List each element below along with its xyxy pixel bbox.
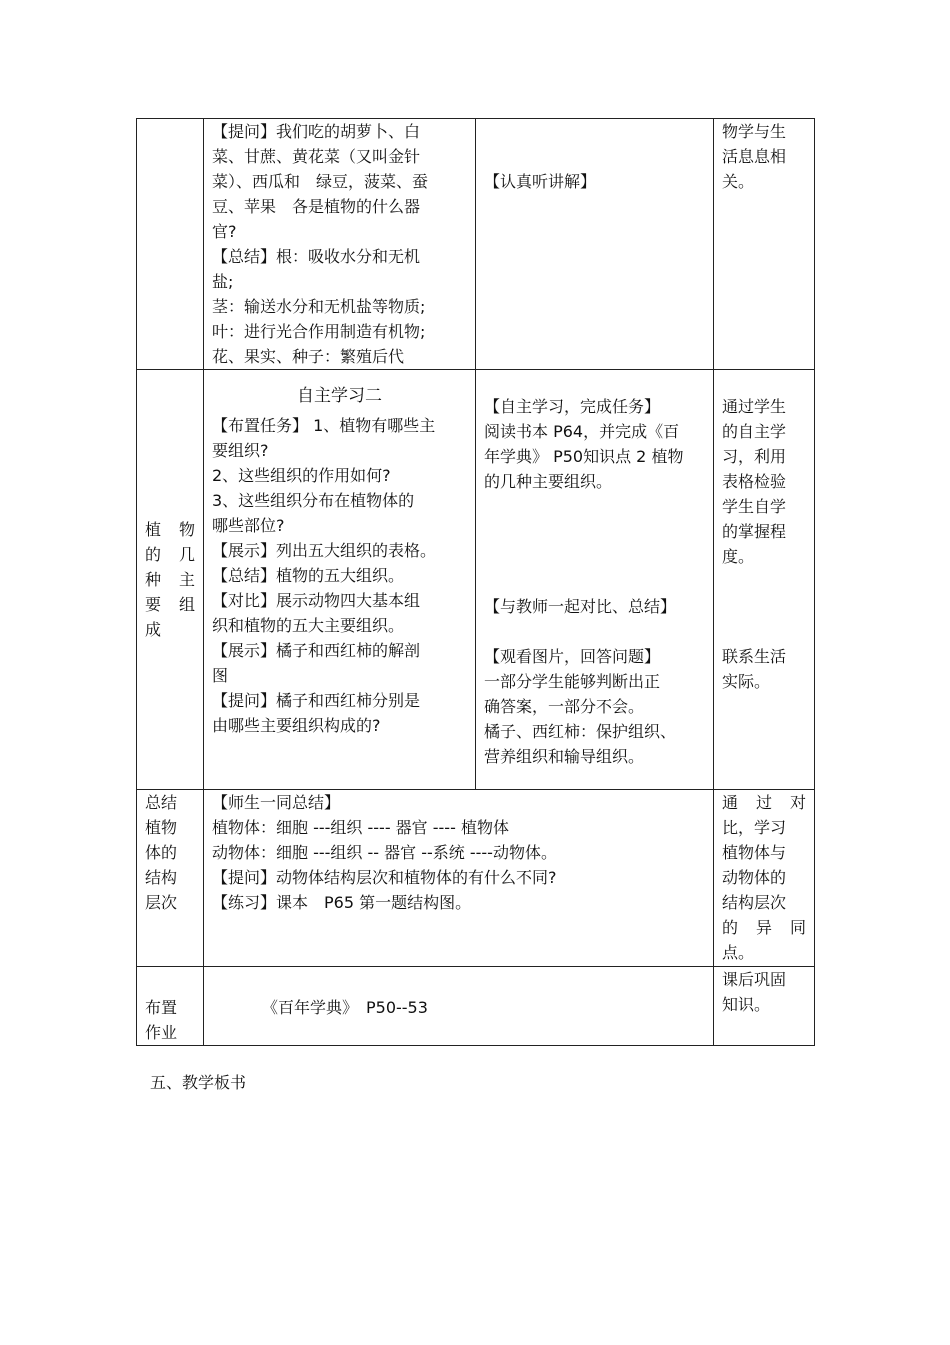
text-line: 通 过 对 — [722, 793, 806, 812]
text-line: 作业 — [145, 1023, 178, 1042]
text-line: 【布置任务】 1、植物有哪些主 — [212, 416, 436, 435]
text-line: 成 — [145, 620, 162, 639]
text-line: 要 组 — [145, 595, 195, 614]
text-line: 菜、甘蔗、黄花菜（又叫金针 — [212, 147, 421, 166]
text-line: 图 — [212, 666, 229, 685]
text-line: 知识。 — [722, 995, 771, 1014]
table-row — [137, 790, 815, 967]
teacher-activity-cell — [204, 370, 476, 790]
text-line: 【提问】橘子和西红柿分别是 — [212, 691, 421, 710]
section-label-cell — [137, 370, 204, 790]
text-line: 豆、苹果 各是植物的什么器 — [212, 197, 421, 216]
text-line: 【展示】列出五大组织的表格。 — [212, 541, 437, 560]
text-line: 一部分学生能够判断出正 — [484, 672, 661, 691]
table-row — [137, 967, 815, 1046]
lesson-plan-table — [136, 118, 815, 1046]
text-line: 表格检验 — [722, 472, 787, 491]
text-line: 植物体：细胞 ---组织 ---- 器官 ---- 植物体 — [212, 818, 509, 837]
text-line: 联系生活 — [722, 647, 787, 666]
text-line: 体的 — [145, 843, 178, 862]
text-line: 种 主 — [145, 570, 195, 589]
text-line: 课后巩固 — [722, 970, 787, 989]
text-line: 关。 — [722, 172, 755, 191]
text-line: 习，利用 — [722, 447, 787, 466]
design-purpose-cell — [714, 370, 815, 790]
text-line: 茎：输送水分和无机盐等物质; — [212, 297, 426, 316]
text-line: 的自主学 — [722, 422, 787, 441]
text-line: 官? — [212, 222, 237, 241]
text-line: 【总结】植物的五大组织。 — [212, 566, 405, 585]
table-row — [137, 370, 815, 790]
text-line: 结构层次 — [722, 893, 787, 912]
text-line: 的几种主要组织。 — [484, 472, 613, 491]
design-purpose-cell — [714, 967, 815, 1046]
section-label-cell — [137, 119, 204, 370]
text-line: 年学典》 P50知识点 2 植物 — [484, 447, 684, 466]
text-line: 的 几 — [145, 545, 195, 564]
text-line: 【提问】动物体结构层次和植物体的有什么不同? — [212, 868, 557, 887]
text-line: 【认真听讲解】 — [484, 172, 597, 191]
text-line: 总结 — [145, 793, 178, 812]
text-line: 动物体：细胞 ---组织 -- 器官 --系统 ----动物体。 — [212, 843, 557, 862]
text-line: 【自主学习，完成任务】 — [484, 397, 661, 416]
section-heading: 五、教学板书 — [150, 1073, 247, 1092]
text-line: 【提问】我们吃的胡萝卜、白 — [212, 122, 421, 141]
section-label-cell — [137, 790, 204, 967]
text-line: 2、这些组织的作用如何? — [212, 466, 391, 485]
text-line: 橘子、西红柿：保护组织、 — [484, 722, 677, 741]
text-line: 物学与生 — [722, 122, 787, 141]
text-line: 阅读书本 P64，并完成《百 — [484, 422, 680, 441]
text-line: 的掌握程 — [722, 522, 787, 541]
text-line: 叶：进行光合作用制造有机物; — [212, 322, 426, 341]
text-line: 通过学生 — [722, 397, 787, 416]
text-line: 【师生一同总结】 — [212, 793, 341, 812]
design-purpose-cell — [714, 119, 815, 370]
text-line: 由哪些主要组织构成的? — [212, 716, 381, 735]
text-line: 比，学习 — [722, 818, 787, 837]
text-line: 的 异 同 — [722, 918, 806, 937]
text-line: 【展示】橘子和西红柿的解剖 — [212, 641, 421, 660]
text-line: 实际。 — [722, 672, 771, 691]
text-line: 学生自学 — [722, 497, 787, 516]
section-label-cell — [137, 967, 204, 1046]
text-line: 【总结】根：吸收水分和无机 — [212, 247, 421, 266]
section-subtitle: 自主学习二 — [297, 386, 382, 406]
text-line: 营养组织和输导组织。 — [484, 747, 645, 766]
teacher-activity-cell — [204, 119, 476, 370]
text-line: 植物体与 — [722, 843, 787, 862]
text-line: 动物体的 — [722, 868, 787, 887]
text-line: 结构 — [145, 868, 178, 887]
text-line: 3、这些组织分布在植物体的 — [212, 491, 415, 510]
text-line: 哪些部位? — [212, 516, 285, 535]
text-line: 【与教师一起对比、总结】 — [484, 597, 677, 616]
summary-content-cell — [204, 790, 714, 967]
text-line: 【观看图片，回答问题】 — [484, 647, 661, 666]
text-line: 布置 — [145, 998, 178, 1017]
text-line: 点。 — [722, 943, 755, 962]
student-activity-cell — [476, 370, 714, 790]
text-line: 《百年学典》 P50--53 — [262, 998, 428, 1017]
text-line: 花、果实、种子：繁殖后代 — [212, 347, 405, 366]
text-line: 植 物 — [145, 520, 195, 539]
text-line: 织和植物的五大主要组织。 — [212, 616, 405, 635]
text-line: 层次 — [145, 893, 178, 912]
text-line: 要组织? — [212, 441, 269, 460]
text-line: 度。 — [722, 547, 755, 566]
text-line: 【练习】课本 P65 第一题结构图。 — [212, 893, 472, 912]
table-row — [137, 119, 815, 370]
text-line: 确答案，一部分不会。 — [484, 697, 645, 716]
design-purpose-cell — [714, 790, 815, 967]
text-line: 菜）、西瓜和 绿豆，菠菜、蚕 — [212, 172, 429, 191]
text-line: 盐; — [212, 272, 234, 291]
text-line: 植物 — [145, 818, 178, 837]
text-line: 【对比】展示动物四大基本组 — [212, 591, 421, 610]
text-line: 活息息相 — [722, 147, 787, 166]
student-activity-cell — [476, 119, 714, 370]
homework-content-cell — [204, 967, 714, 1046]
